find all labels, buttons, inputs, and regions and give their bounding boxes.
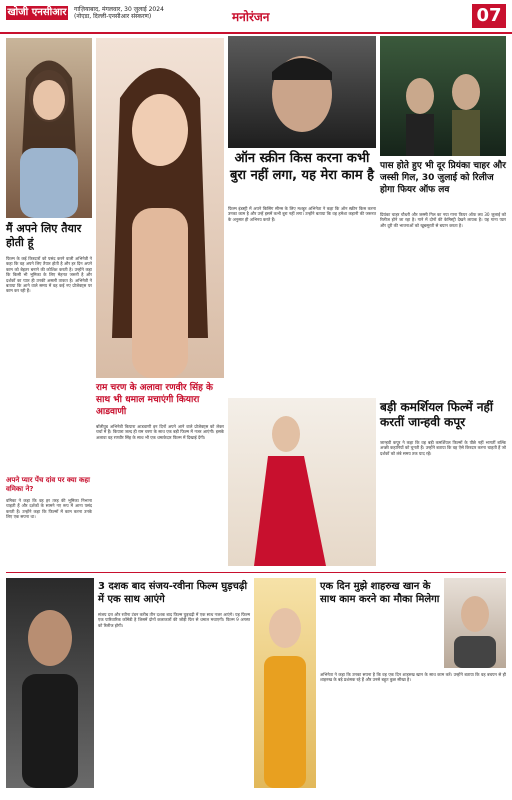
brand-logo: खोजी एनसीआर: [7, 7, 67, 18]
headline-bottom-right: एक दिन मुझे शाहरुख खान के साथ काम करने का मौका मिलेगा: [320, 581, 440, 605]
person-silhouette-icon: [6, 578, 94, 788]
poster-art-icon: [380, 36, 506, 156]
body-left-2: वमिका ने कहा कि वह हर तरह की भूमिका निभाना चाहती हैं और दर्शकों के सामने नए रूप में आना पसंद करती हैं। उन्होंने कहा कि फिल्मों में काम करना उनके लिए एक सपना था।: [6, 498, 94, 520]
headline-top: ऑन स्क्रीन किस करना कभी बुरा नहीं लगा, यह मेरा काम है: [229, 151, 375, 183]
page-number: 07: [472, 4, 506, 28]
body-kiara: बॉलीवुड अभिनेत्री कियारा आडवाणी इन दिनों अपने आने वाले प्रोजेक्ट्स को लेकर चर्चा में हैं। कियारा जल्द ही राम चरण के साथ एक बड़ी फिल्म में नजर आएंगी। इसके अलावा वह रणवीर सिंह के साथ भी एक धमाकेदार फिल्म में दिखाई देंगी।: [96, 424, 226, 440]
person-silhouette-icon: [96, 38, 224, 378]
actor-photo: [444, 578, 506, 668]
subhead-kiara: राम चरण के अलावा रणवीर सिंह के साथ भी धमाल मचाएंगी कियारा आडवाणी: [96, 383, 213, 417]
raveena-photo: [254, 578, 316, 788]
poster-photo: [380, 36, 506, 156]
wamiqa-photo: [6, 38, 92, 218]
sanjay-photo: [6, 578, 94, 788]
person-silhouette-icon: [6, 38, 92, 218]
subhead-left: अपने प्यार पेंच दांव पर क्या कहा वमिका ने?: [6, 476, 90, 493]
emraan-photo: [228, 36, 376, 148]
date-text: गाज़ियाबाद, मंगलवार, 30 जुलाई 2024: [74, 6, 164, 13]
dateline: [74, 6, 224, 20]
section-title: मनोरंजन: [232, 10, 270, 24]
headline-bottom-left: 3 दशक बाद संजय-रवीना फिल्म घुड़चढ़ी में एक साथ आएंगे: [98, 581, 248, 605]
body-left: फिल्म के कई किरदारों को पसंद करने वाली अभिनेत्री ने कहा कि वह अपने लिए तैयार होती है और हर दिन अपने काम को बेहतर बनाने की कोशिश करती है। उन्होंने कहा कि किसी भी भूमिका के लिए मेहनत जरूरी है और दर्शकों का प्यार ही उनकी असली ताकत है। अभिनेत्री ने बताया कि आने वाले समय में वह कई नए प्रोजेक्ट्स पर काम कर रही हैं।: [6, 256, 94, 294]
person-silhouette-icon: [228, 398, 376, 566]
person-silhouette-icon: [254, 578, 316, 788]
kiara-photo: [96, 38, 224, 378]
janhvi-photo: [228, 398, 376, 566]
body-top: फिल्म इंडस्ट्री में अपने किसिंग सीन्स के लिए मशहूर अभिनेता ने कहा कि ऑन स्क्रीन किस करना उनका काम है और उन्हें इसमें कभी बुरा नहीं लगा। उन्होंने बताया कि वह हमेशा कहानी की जरूरत के अनुसार ही अभिनय करते हैं।: [228, 206, 378, 222]
person-silhouette-icon: [444, 578, 506, 668]
headline-left: मैं अपने लिए तैयार होती हूं: [6, 222, 82, 249]
body-bottom-left: संजय दत्त और रवीना टंडन करीब तीन दशक बाद फिल्म घुड़चढ़ी में एक साथ नजर आएंगे। यह फिल्म एक पारिवारिक कॉमेडी है जिसमें दोनों कलाकारों की जोड़ी फिर से धमाल मचाएगी। फिल्म 9 अगस्त को रिलीज होगी।: [98, 612, 252, 628]
headline-right: पास होते हुए भी दूर प्रियंका चाहर और जस्सी गिल, 30 जुलाई को रिलीज होगा फियर ऑफ लव: [380, 161, 506, 195]
body-bottom-right: अभिनेता ने कहा कि उनका सपना है कि वह एक दिन शाहरुख खान के साथ काम करें। उन्होंने बताया कि वह बचपन से ही शाहरुख के बड़े प्रशंसक रहे हैं और उनसे बहुत कुछ सीखा है।: [320, 672, 508, 683]
person-silhouette-icon: [228, 36, 376, 148]
body-janhvi: जान्हवी कपूर ने कहा कि वह बड़ी कमर्शियल फिल्मों के पीछे नहीं भागतीं बल्कि अच्छी कहानियों को चुनती हैं। उन्होंने बताया कि वह ऐसे किरदार करना चाहती हैं जो दर्शकों को लंबे समय तक याद रहें।: [380, 440, 508, 456]
headline-janhvi: बड़ी कमर्शियल फिल्में नहीं करतीं जान्हवी कपूर: [380, 400, 493, 429]
page-header: [0, 0, 512, 34]
body-right: प्रियंका चाहर चौधरी और जस्सी गिल का नया गाना फियर ऑफ लव 30 जुलाई को रिलीज होने जा रहा है। गाने में दोनों की केमिस्ट्री देखने लायक है। यह गाना प्यार और दूरी की भावनाओं को खूबसूरती से बयान करता है।: [380, 212, 508, 228]
section-divider: [6, 572, 506, 573]
edition-text: (नोएडा, दिल्ली-एनसीआर संस्करण): [74, 13, 152, 20]
